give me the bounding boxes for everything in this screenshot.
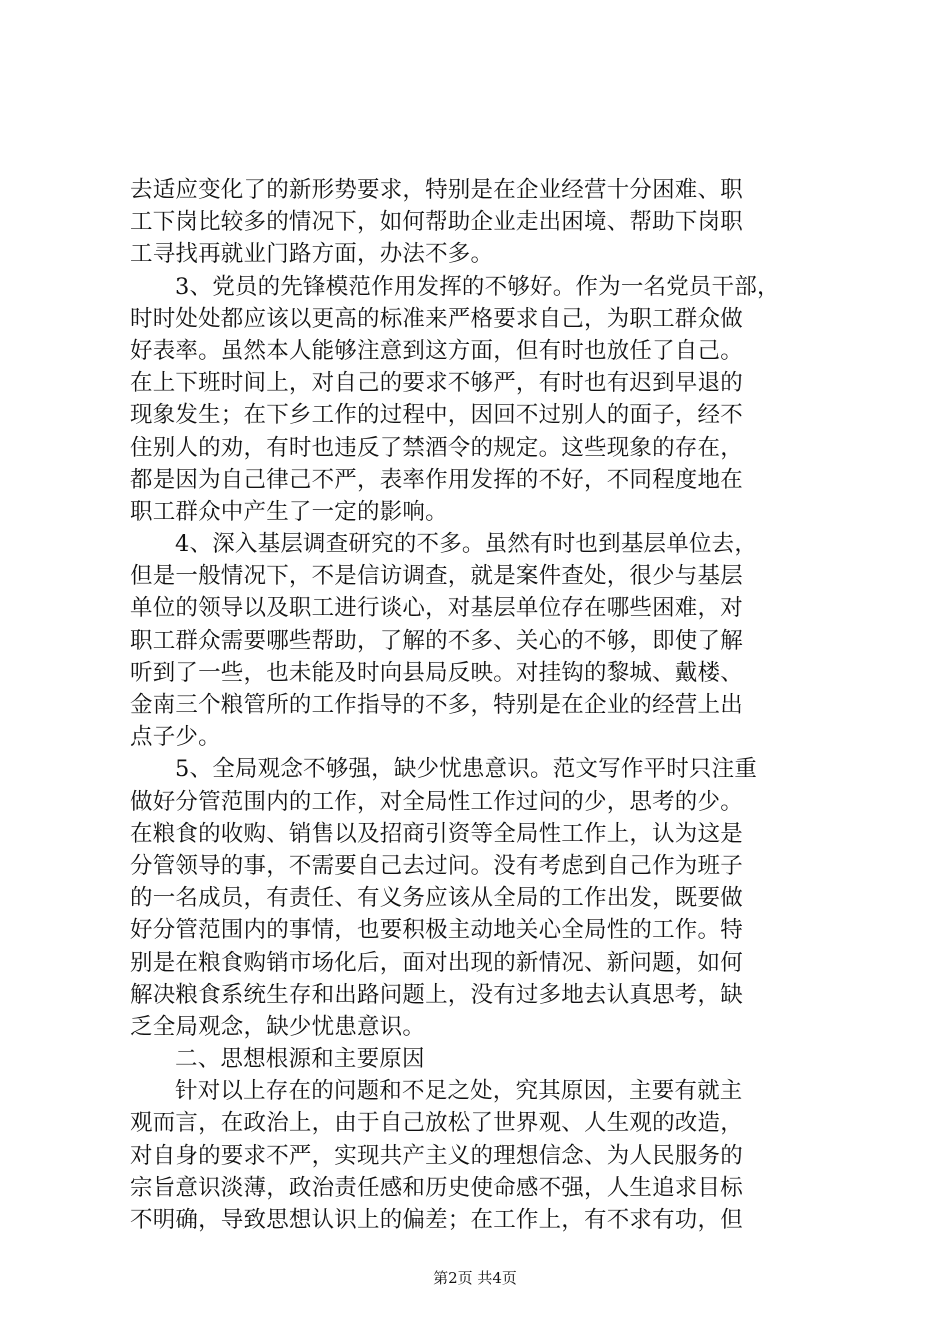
paragraph-start-line: 针对以上存在的问题和不足之处，究其原因，主要有就主 [175,1078,743,1105]
text-line: 在上下班时间上，对自己的要求不够严，有时也有迟到早退的 [130,370,743,397]
section-heading: 二、思想根源和主要原因 [175,1046,425,1073]
text-line: 职工群众需要哪些帮助，了解的不多、关心的不够，即使了解 [130,627,743,654]
paragraph-start-line: 5、全局观念不够强，缺少忧患意识。范文写作平时只注重 [175,756,758,783]
text-line: 宗旨意识淡薄，政治责任感和历史使命感不强，人生追求目标 [130,1174,743,1201]
text-line: 别是在粮食购销市场化后，面对出现的新情况、新问题，如何 [130,949,743,976]
text-line: 但是一般情况下，不是信访调查，就是案件查处，很少与基层 [130,563,743,590]
text-line: 不明确，导致思想认识上的偏差；在工作上，有不求有功，但 [130,1207,743,1233]
text-line: 听到了一些，也未能及时向县局反映。对挂钩的黎城、戴楼、 [130,659,743,686]
text-line: 去适应变化了的新形势要求，特别是在企业经营十分困难、职 [130,177,743,203]
text-line: 点子少。 [130,724,221,751]
text-line: 好分管范围内的事情，也要积极主动地关心全局性的工作。特 [130,917,743,944]
text-line: 现象发生；在下乡工作的过程中，因回不过别人的面子，经不 [130,402,743,429]
text-line: 做好分管范围内的工作，对全局性工作过问的少，思考的少。 [130,788,743,815]
text-line: 都是因为自己律己不严，表率作用发挥的不好，不同程度地在 [130,466,743,493]
text-line: 在粮食的收购、销售以及招商引资等全局性工作上，认为这是 [130,820,743,847]
text-line: 对自身的要求不严，实现共产主义的理想信念、为人民服务的 [130,1142,743,1169]
page-footer: 第2页 共4页 [433,1269,517,1287]
text-line: 工下岗比较多的情况下，如何帮助企业走出困境、帮助下岗职 [130,209,743,236]
text-line: 的一名成员，有责任、有义务应该从全局的工作出发，既要做 [130,885,743,912]
text-line: 时时处处都应该以更高的标准来严格要求自己，为职工群众做 [130,305,743,332]
text-line: 单位的领导以及职工进行谈心，对基层单位存在哪些困难，对 [130,595,743,622]
text-line: 观而言，在政治上，由于自己放松了世界观、人生观的改造， [130,1110,743,1137]
text-line: 好表率。虽然本人能够注意到这方面，但有时也放任了自己。 [130,337,743,364]
text-line: 工寻找再就业门路方面，办法不多。 [130,241,494,268]
text-line: 金南三个粮管所的工作指导的不多，特别是在企业的经营上出 [130,692,743,718]
text-line: 职工群众中产生了一定的影响。 [130,498,448,525]
body-text [130,174,832,1236]
paragraph-start-line: 3、党员的先锋模范作用发挥的不够好。作为一名党员干部， [175,273,780,300]
text-line: 分管领导的事，不需要自己去过问。没有考虑到自己作为班子 [130,852,743,879]
paragraph-start-line: 4、深入基层调查研究的不多。虽然有时也到基层单位去， [175,531,758,558]
text-line: 解决粮食系统生存和出路问题上，没有过多地去认真思考，缺 [130,981,743,1008]
text-line: 乏全局观念，缺少忧患意识。 [130,1013,426,1040]
text-line: 住别人的劝，有时也违反了禁酒令的规定。这些现象的存在， [130,434,743,461]
